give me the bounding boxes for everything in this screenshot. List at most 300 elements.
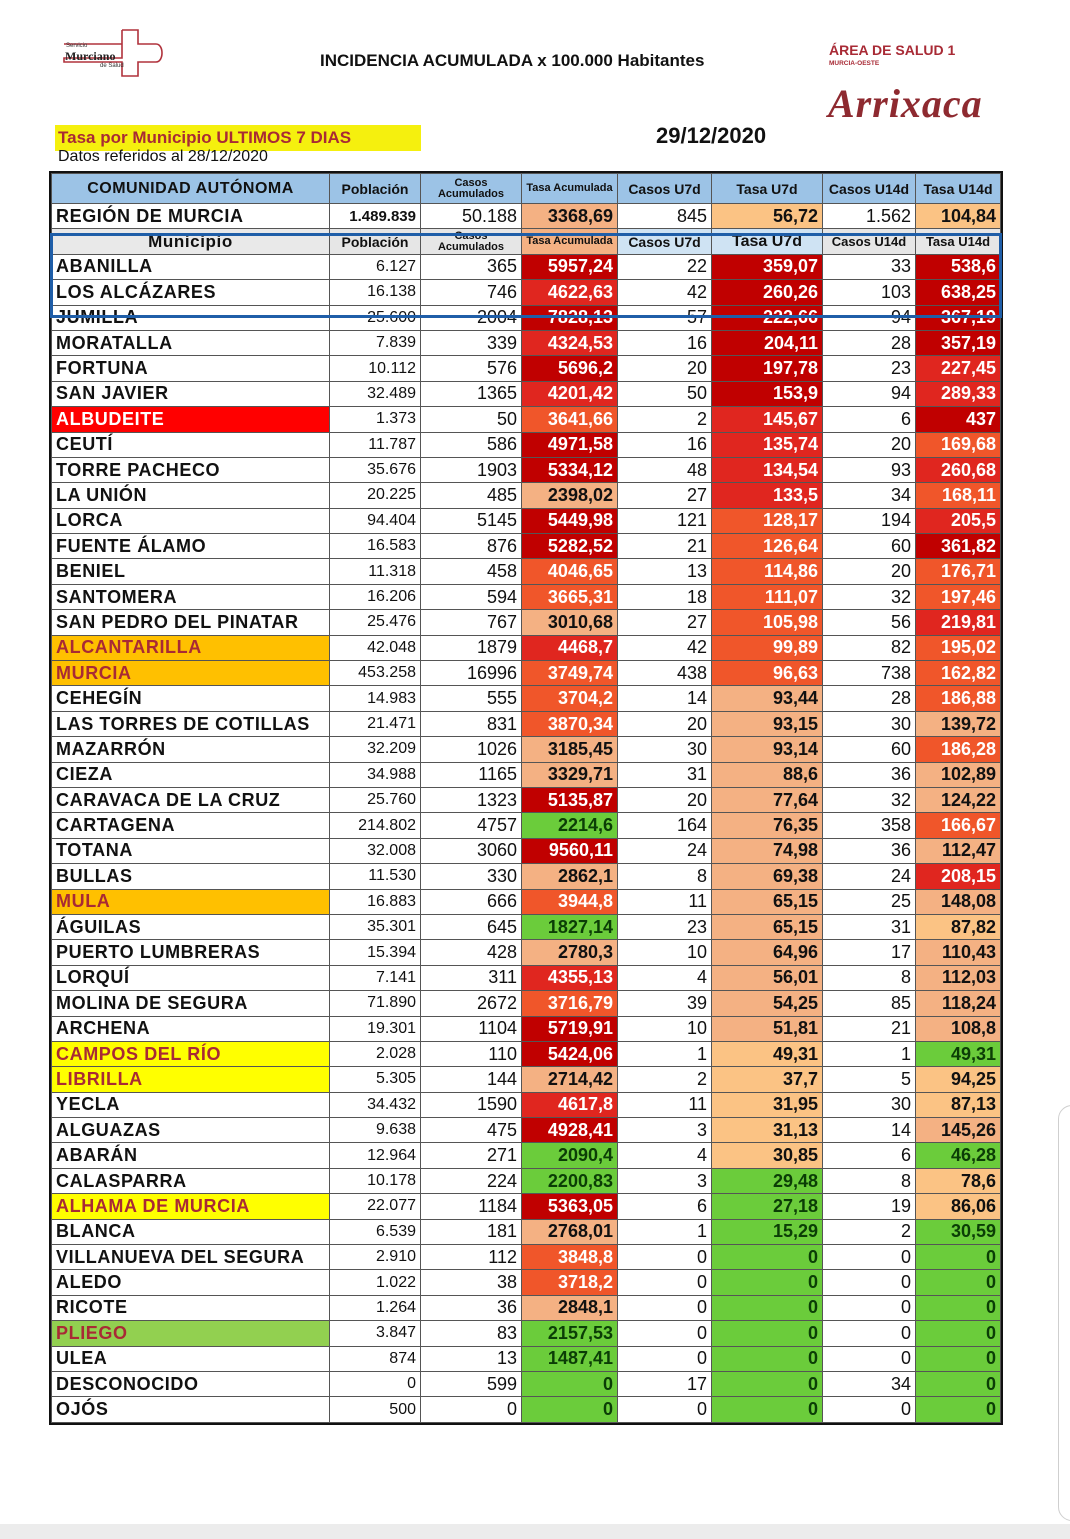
cell-rate: 5135,87 [522, 787, 618, 812]
cell-cases: 365 [421, 254, 522, 279]
col-population-2: Población [330, 229, 421, 254]
cell-r14d: 78,6 [916, 1168, 1001, 1193]
cell-pop: 874 [330, 1346, 421, 1371]
page-title: INCIDENCIA ACUMULADA x 100.000 Habitantes [320, 51, 705, 70]
region-cases-7d: 845 [618, 204, 712, 229]
cell-r7d: 54,25 [712, 991, 823, 1016]
region-name: REGIÓN DE MURCIA [52, 204, 330, 229]
cell-pop: 25.476 [330, 610, 421, 635]
cell-rate: 5719,91 [522, 1016, 618, 1041]
cell-c14d: 0 [823, 1295, 916, 1320]
cell-pop: 500 [330, 1397, 421, 1422]
cell-name: ALEDO [52, 1270, 330, 1295]
table-row [52, 1219, 1001, 1244]
cell-r14d: 49,31 [916, 1041, 1001, 1066]
cell-c7d: 30 [618, 737, 712, 762]
table-row [52, 1270, 1001, 1295]
cell-pop: 35.301 [330, 914, 421, 939]
cell-r14d: 169,68 [916, 432, 1001, 457]
table-row [52, 864, 1001, 889]
cell-c7d: 10 [618, 1016, 712, 1041]
cell-r7d: 65,15 [712, 889, 823, 914]
table-row [52, 889, 1001, 914]
cell-r7d: 30,85 [712, 1143, 823, 1168]
cell-name: BENIEL [52, 559, 330, 584]
cell-name: ABANILLA [52, 254, 330, 279]
cell-r14d: 205,5 [916, 508, 1001, 533]
cell-pop: 0 [330, 1371, 421, 1396]
table-row [52, 1245, 1001, 1270]
cell-name: ARCHENA [52, 1016, 330, 1041]
cell-rate: 5449,98 [522, 508, 618, 533]
table-row [52, 940, 1001, 965]
cell-cases: 144 [421, 1067, 522, 1092]
cell-rate: 2090,4 [522, 1143, 618, 1168]
cell-name: PLIEGO [52, 1321, 330, 1346]
cell-r7d: 134,54 [712, 457, 823, 482]
cell-r7d: 0 [712, 1295, 823, 1320]
data-reference-date: Datos referidos al 28/12/2020 [58, 148, 268, 165]
cell-rate: 3870,34 [522, 711, 618, 736]
cell-r7d: 145,67 [712, 407, 823, 432]
cell-pop: 6.539 [330, 1219, 421, 1244]
table-row [52, 991, 1001, 1016]
cell-name: MURCIA [52, 661, 330, 686]
cell-c7d: 50 [618, 381, 712, 406]
table-row [52, 1143, 1001, 1168]
cell-pop: 12.964 [330, 1143, 421, 1168]
cell-r14d: 108,8 [916, 1016, 1001, 1041]
cell-c7d: 0 [618, 1321, 712, 1346]
cell-c14d: 94 [823, 305, 916, 330]
cell-c7d: 4 [618, 965, 712, 990]
cell-rate: 3665,31 [522, 584, 618, 609]
table-row [52, 762, 1001, 787]
cell-name: TORRE PACHECO [52, 457, 330, 482]
cell-name: ULEA [52, 1346, 330, 1371]
cell-r7d: 93,15 [712, 711, 823, 736]
cell-pop: 16.206 [330, 584, 421, 609]
cell-pop: 1.373 [330, 407, 421, 432]
cell-name: JUMILLA [52, 305, 330, 330]
cell-r7d: 114,86 [712, 559, 823, 584]
cell-name: ALGUAZAS [52, 1118, 330, 1143]
region-row [52, 204, 1001, 229]
incidence-table [51, 173, 1001, 1423]
cell-pop: 7.839 [330, 330, 421, 355]
table-row [52, 1321, 1001, 1346]
cell-cases: 83 [421, 1321, 522, 1346]
cell-cases: 876 [421, 534, 522, 559]
table-row [52, 559, 1001, 584]
cell-c14d: 20 [823, 559, 916, 584]
table-row [52, 635, 1001, 660]
cell-r14d: 86,06 [916, 1194, 1001, 1219]
cell-r14d: 289,33 [916, 381, 1001, 406]
cell-cases: 2672 [421, 991, 522, 1016]
cell-rate: 2862,1 [522, 864, 618, 889]
cell-c14d: 0 [823, 1321, 916, 1346]
area-subtitle: MURCIA-OESTE [829, 60, 880, 67]
table-row [52, 1092, 1001, 1117]
cell-r7d: 96,63 [712, 661, 823, 686]
cell-cases: 50 [421, 407, 522, 432]
table-row [52, 508, 1001, 533]
col-rate-accumulated-2: Tasa Acumulada [522, 229, 618, 254]
cell-cases: 2004 [421, 305, 522, 330]
cell-c14d: 93 [823, 457, 916, 482]
cell-r7d: 93,44 [712, 686, 823, 711]
cell-pop: 34.432 [330, 1092, 421, 1117]
cell-cases: 330 [421, 864, 522, 889]
arrixaca-logo: Arrixaca [828, 81, 983, 126]
table-row [52, 914, 1001, 939]
cell-r7d: 99,89 [712, 635, 823, 660]
cell-rate: 4617,8 [522, 1092, 618, 1117]
cell-pop: 19.301 [330, 1016, 421, 1041]
table-header-municipality [52, 229, 1001, 254]
cell-r14d: 361,82 [916, 534, 1001, 559]
cell-r14d: 197,46 [916, 584, 1001, 609]
cell-r14d: 0 [916, 1371, 1001, 1396]
cell-c7d: 27 [618, 610, 712, 635]
cell-pop: 34.988 [330, 762, 421, 787]
cell-c14d: 8 [823, 1168, 916, 1193]
cell-r14d: 94,25 [916, 1067, 1001, 1092]
cell-pop: 7.141 [330, 965, 421, 990]
cell-cases: 1323 [421, 787, 522, 812]
region-rate: 3368,69 [522, 204, 618, 229]
cell-pop: 71.890 [330, 991, 421, 1016]
cell-pop: 11.318 [330, 559, 421, 584]
cell-pop: 1.022 [330, 1270, 421, 1295]
cell-rate: 4928,41 [522, 1118, 618, 1143]
logo-line-1: Servicio [66, 43, 88, 49]
cell-r7d: 51,81 [712, 1016, 823, 1041]
cell-r7d: 105,98 [712, 610, 823, 635]
cell-c14d: 0 [823, 1397, 916, 1422]
cell-r7d: 0 [712, 1397, 823, 1422]
cell-c14d: 82 [823, 635, 916, 660]
cell-r7d: 37,7 [712, 1067, 823, 1092]
cell-c7d: 6 [618, 1194, 712, 1219]
cell-rate: 4971,58 [522, 432, 618, 457]
cell-name: BULLAS [52, 864, 330, 889]
cell-pop: 21.471 [330, 711, 421, 736]
cell-cases: 1165 [421, 762, 522, 787]
cell-r14d: 227,45 [916, 356, 1001, 381]
cell-c7d: 11 [618, 889, 712, 914]
cell-c7d: 2 [618, 407, 712, 432]
cell-pop: 214.802 [330, 813, 421, 838]
region-rate-14d: 104,84 [916, 204, 1001, 229]
cell-cases: 181 [421, 1219, 522, 1244]
cell-c14d: 24 [823, 864, 916, 889]
cell-cases: 586 [421, 432, 522, 457]
cell-rate: 3641,66 [522, 407, 618, 432]
cell-r14d: 112,47 [916, 838, 1001, 863]
cell-r7d: 93,14 [712, 737, 823, 762]
cell-c14d: 0 [823, 1245, 916, 1270]
cell-pop: 42.048 [330, 635, 421, 660]
table-row [52, 1397, 1001, 1422]
cell-pop: 10.112 [330, 356, 421, 381]
table-row [52, 711, 1001, 736]
cell-r7d: 197,78 [712, 356, 823, 381]
table-row [52, 254, 1001, 279]
cell-rate: 7828,13 [522, 305, 618, 330]
cell-rate: 2200,83 [522, 1168, 618, 1193]
table-row [52, 280, 1001, 305]
table-row [52, 1346, 1001, 1371]
cell-pop: 6.127 [330, 254, 421, 279]
cell-pop: 25.600 [330, 305, 421, 330]
cell-r14d: 0 [916, 1270, 1001, 1295]
cell-name: MOLINA DE SEGURA [52, 991, 330, 1016]
cell-c7d: 438 [618, 661, 712, 686]
cell-c7d: 48 [618, 457, 712, 482]
cell-cases: 1879 [421, 635, 522, 660]
cell-r7d: 222,66 [712, 305, 823, 330]
cell-c14d: 36 [823, 762, 916, 787]
cell-name: CARTAGENA [52, 813, 330, 838]
cell-cases: 339 [421, 330, 522, 355]
cell-c14d: 30 [823, 1092, 916, 1117]
cell-r7d: 111,07 [712, 584, 823, 609]
cell-r14d: 208,15 [916, 864, 1001, 889]
cell-r7d: 31,13 [712, 1118, 823, 1143]
area-title: ÁREA DE SALUD 1 [829, 42, 956, 58]
cell-name: MAZARRÓN [52, 737, 330, 762]
cell-name: ALCANTARILLA [52, 635, 330, 660]
cell-c7d: 20 [618, 787, 712, 812]
cell-c7d: 121 [618, 508, 712, 533]
cell-c14d: 6 [823, 407, 916, 432]
cell-r7d: 76,35 [712, 813, 823, 838]
col-population: Población [330, 174, 421, 204]
cell-c14d: 358 [823, 813, 916, 838]
cell-name: LA UNIÓN [52, 483, 330, 508]
cell-cases: 485 [421, 483, 522, 508]
cell-cases: 36 [421, 1295, 522, 1320]
cell-name: LIBRILLA [52, 1067, 330, 1092]
cell-c14d: 14 [823, 1118, 916, 1143]
cell-name: VILLANUEVA DEL SEGURA [52, 1245, 330, 1270]
cell-name: CIEZA [52, 762, 330, 787]
cell-rate: 4622,63 [522, 280, 618, 305]
cell-c14d: 17 [823, 940, 916, 965]
cell-name: FORTUNA [52, 356, 330, 381]
cell-c7d: 10 [618, 940, 712, 965]
cell-r7d: 133,5 [712, 483, 823, 508]
cell-r7d: 204,11 [712, 330, 823, 355]
cell-r14d: 195,02 [916, 635, 1001, 660]
cell-r7d: 31,95 [712, 1092, 823, 1117]
region-rate-7d: 56,72 [712, 204, 823, 229]
cell-cases: 428 [421, 940, 522, 965]
cell-c7d: 42 [618, 280, 712, 305]
cell-r14d: 148,08 [916, 889, 1001, 914]
cell-r14d: 0 [916, 1321, 1001, 1346]
cell-pop: 3.847 [330, 1321, 421, 1346]
col-cases-14d: Casos U14d [823, 174, 916, 204]
cell-cases: 576 [421, 356, 522, 381]
cell-cases: 555 [421, 686, 522, 711]
cell-c7d: 16 [618, 330, 712, 355]
cell-rate: 5696,2 [522, 356, 618, 381]
cell-r14d: 110,43 [916, 940, 1001, 965]
cell-r7d: 88,6 [712, 762, 823, 787]
cell-rate: 2848,1 [522, 1295, 618, 1320]
cell-pop: 20.225 [330, 483, 421, 508]
cell-name: MORATALLA [52, 330, 330, 355]
col-rate-accumulated: Tasa Acumulada [522, 174, 618, 204]
table-row [52, 1295, 1001, 1320]
cell-r7d: 359,07 [712, 254, 823, 279]
cell-c7d: 3 [618, 1168, 712, 1193]
cell-name: DESCONOCIDO [52, 1371, 330, 1396]
cell-r14d: 357,19 [916, 330, 1001, 355]
cell-c7d: 1 [618, 1219, 712, 1244]
cell-pop: 10.178 [330, 1168, 421, 1193]
cell-c14d: 31 [823, 914, 916, 939]
cell-pop: 32.209 [330, 737, 421, 762]
cell-rate: 2214,6 [522, 813, 618, 838]
cell-name: LAS TORRES DE COTILLAS [52, 711, 330, 736]
col-cases-14d-2: Casos U14d [823, 229, 916, 254]
cell-c7d: 164 [618, 813, 712, 838]
col-cases-7d: Casos U7d [618, 174, 712, 204]
cell-r14d: 219,81 [916, 610, 1001, 635]
col-municipality: Municipio [52, 229, 330, 254]
cell-c7d: 17 [618, 1371, 712, 1396]
cell-pop: 5.305 [330, 1067, 421, 1092]
cell-pop: 22.077 [330, 1194, 421, 1219]
col-rate-14d: Tasa U14d [916, 174, 1001, 204]
cell-pop: 15.394 [330, 940, 421, 965]
cell-r7d: 74,98 [712, 838, 823, 863]
cell-c7d: 0 [618, 1397, 712, 1422]
cell-c7d: 0 [618, 1346, 712, 1371]
cell-r7d: 56,01 [712, 965, 823, 990]
cell-cases: 110 [421, 1041, 522, 1066]
cell-c7d: 4 [618, 1143, 712, 1168]
cell-r14d: 87,82 [916, 914, 1001, 939]
cell-c7d: 0 [618, 1245, 712, 1270]
cell-name: ALBUDEITE [52, 407, 330, 432]
bottom-strip [0, 1524, 1070, 1539]
cell-r7d: 128,17 [712, 508, 823, 533]
cell-rate: 3749,74 [522, 661, 618, 686]
cell-cases: 1365 [421, 381, 522, 406]
col-cases-7d-2: Casos U7d [618, 229, 712, 254]
cell-rate: 5334,12 [522, 457, 618, 482]
cell-cases: 224 [421, 1168, 522, 1193]
cell-c7d: 2 [618, 1067, 712, 1092]
cell-r7d: 126,64 [712, 534, 823, 559]
cell-rate: 4201,42 [522, 381, 618, 406]
cell-pop: 14.983 [330, 686, 421, 711]
cell-c7d: 21 [618, 534, 712, 559]
cell-r14d: 30,59 [916, 1219, 1001, 1244]
cell-name: ABARÁN [52, 1143, 330, 1168]
cell-r14d: 118,24 [916, 991, 1001, 1016]
cell-c14d: 5 [823, 1067, 916, 1092]
cell-r14d: 145,26 [916, 1118, 1001, 1143]
cell-r7d: 260,26 [712, 280, 823, 305]
cell-name: SAN JAVIER [52, 381, 330, 406]
cell-pop: 453.258 [330, 661, 421, 686]
table-row [52, 381, 1001, 406]
cell-cases: 5145 [421, 508, 522, 533]
cell-c14d: 34 [823, 483, 916, 508]
cell-rate: 2768,01 [522, 1219, 618, 1244]
cell-r14d: 367,19 [916, 305, 1001, 330]
cell-r14d: 102,89 [916, 762, 1001, 787]
cell-rate: 4046,65 [522, 559, 618, 584]
cell-c14d: 19 [823, 1194, 916, 1219]
rate-label: Tasa por Municipio ULTIMOS 7 DIAS [55, 125, 421, 151]
cell-pop: 2.910 [330, 1245, 421, 1270]
table-row [52, 813, 1001, 838]
cell-c7d: 22 [618, 254, 712, 279]
cell-c7d: 14 [618, 686, 712, 711]
cell-c14d: 2 [823, 1219, 916, 1244]
cell-c14d: 94 [823, 381, 916, 406]
cell-rate: 3944,8 [522, 889, 618, 914]
cell-name: LORQUÍ [52, 965, 330, 990]
cell-name: FUENTE ÁLAMO [52, 534, 330, 559]
cell-cases: 1590 [421, 1092, 522, 1117]
cell-c7d: 57 [618, 305, 712, 330]
cell-c14d: 30 [823, 711, 916, 736]
cell-c14d: 60 [823, 534, 916, 559]
cell-c14d: 25 [823, 889, 916, 914]
cell-c14d: 28 [823, 330, 916, 355]
cell-rate: 9560,11 [522, 838, 618, 863]
cell-c7d: 20 [618, 711, 712, 736]
side-panel-edge [1058, 1105, 1070, 1521]
cell-r7d: 65,15 [712, 914, 823, 939]
cell-c14d: 33 [823, 254, 916, 279]
cell-r7d: 49,31 [712, 1041, 823, 1066]
cell-pop: 9.638 [330, 1118, 421, 1143]
cell-r7d: 135,74 [712, 432, 823, 457]
cell-name: LORCA [52, 508, 330, 533]
cell-pop: 16.583 [330, 534, 421, 559]
table-row [52, 737, 1001, 762]
cell-rate: 3185,45 [522, 737, 618, 762]
cell-r14d: 87,13 [916, 1092, 1001, 1117]
cell-name: CARAVACA DE LA CRUZ [52, 787, 330, 812]
cell-pop: 32.008 [330, 838, 421, 863]
cell-c7d: 16 [618, 432, 712, 457]
cell-name: ÁGUILAS [52, 914, 330, 939]
cell-cases: 1184 [421, 1194, 522, 1219]
cell-r7d: 64,96 [712, 940, 823, 965]
table-row [52, 483, 1001, 508]
table-row [52, 407, 1001, 432]
cell-r14d: 166,67 [916, 813, 1001, 838]
cell-r14d: 46,28 [916, 1143, 1001, 1168]
cell-cases: 13 [421, 1346, 522, 1371]
cell-name: RICOTE [52, 1295, 330, 1320]
cell-cases: 458 [421, 559, 522, 584]
cell-cases: 1903 [421, 457, 522, 482]
logo-line-3: de Salud [100, 63, 124, 69]
table-row [52, 661, 1001, 686]
cell-pop: 16.883 [330, 889, 421, 914]
